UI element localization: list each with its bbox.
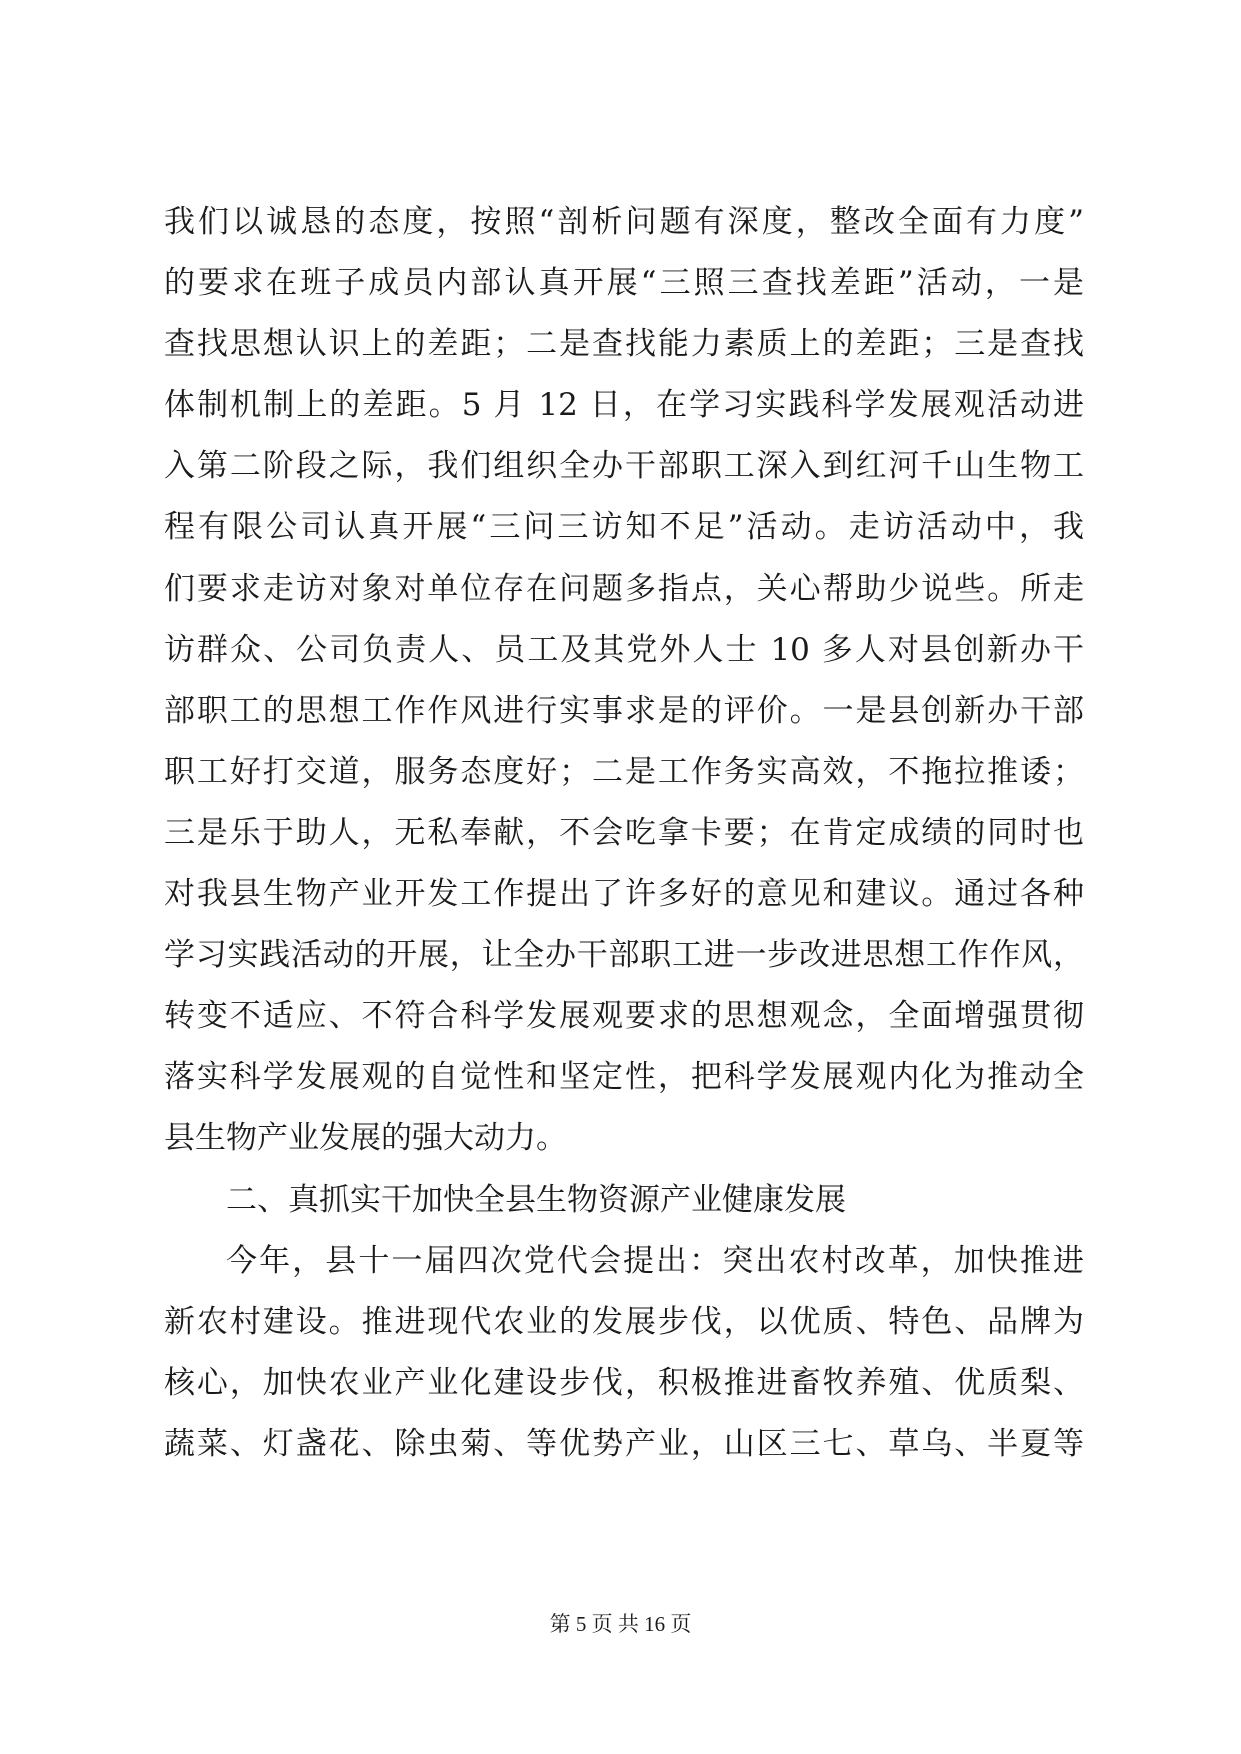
text-line: 部职工的思想工作作风进行实事求是的评价。一是县创新办干部 bbox=[164, 692, 1084, 729]
text-line: 我们以诚恳的态度，按照“剖析问题有深度，整改全面有力度” bbox=[164, 204, 1084, 240]
text-line: 转变不适应、不符合科学发展观要求的思想观念，全面增强贯彻 bbox=[164, 998, 1084, 1035]
text-line: 体制机制上的差距。5 月 12 日，在学习实践科学发展观活动进 bbox=[164, 387, 1084, 424]
text-line: 职工好打交道，服务态度好；二是工作务实高效，不拖拉推诿； bbox=[164, 753, 1084, 790]
text-line: 落实科学发展观的自觉性和坚定性，把科学发展观内化为推动全 bbox=[164, 1059, 1084, 1096]
text-line: 核心，加快农业产业化建设步伐，积极推进畜牧养殖、优质梨、 bbox=[164, 1364, 1084, 1401]
text-line: 新农村建设。推进现代农业的发展步伐，以优质、特色、品牌为 bbox=[164, 1303, 1084, 1340]
document-body bbox=[164, 192, 1084, 1475]
paragraph-2 bbox=[164, 1231, 1084, 1475]
text-line: 访群众、公司负责人、员工及其党外人士 10 多人对县创新办干 bbox=[164, 631, 1084, 668]
text-line: 县生物产业发展的强大动力。 bbox=[164, 1120, 567, 1157]
text-line: 学习实践活动的开展，让全办干部职工进一步改进思想工作作风， bbox=[164, 937, 1084, 974]
text-line: 三是乐于助人，无私奉献，不会吃拿卡要；在肯定成绩的同时也 bbox=[164, 814, 1084, 851]
text-line: 的要求在班子成员内部认真开展“三照三查找差距”活动，一是 bbox=[164, 265, 1084, 302]
paragraph-1 bbox=[164, 192, 1084, 1170]
text-line: 们要求走访对象对单位存在问题多指点，关心帮助少说些。所走 bbox=[164, 570, 1084, 607]
text-line: 蔬菜、灯盏花、除虫菊、等优势产业，山区三七、草乌、半夏等 bbox=[164, 1425, 1084, 1462]
text-line: 查找思想认识上的差距；二是查找能力素质上的差距；三是查找 bbox=[164, 326, 1084, 363]
text-line: 对我县生物产业开发工作提出了许多好的意见和建议。通过各种 bbox=[164, 876, 1084, 913]
page-number-footer: 第 5 页 共 16 页 bbox=[549, 1612, 692, 1636]
section-heading: 二、真抓实干加快全县生物资源产业健康发展 bbox=[226, 1181, 846, 1218]
text-line: 入第二阶段之际，我们组织全办干部职工深入到红河千山生物工 bbox=[164, 448, 1084, 485]
text-line: 今年，县十一届四次党代会提出：突出农村改革，加快推进 bbox=[226, 1242, 1084, 1279]
text-line: 程有限公司认真开展“三问三访知不足”活动。走访活动中，我 bbox=[164, 509, 1084, 546]
